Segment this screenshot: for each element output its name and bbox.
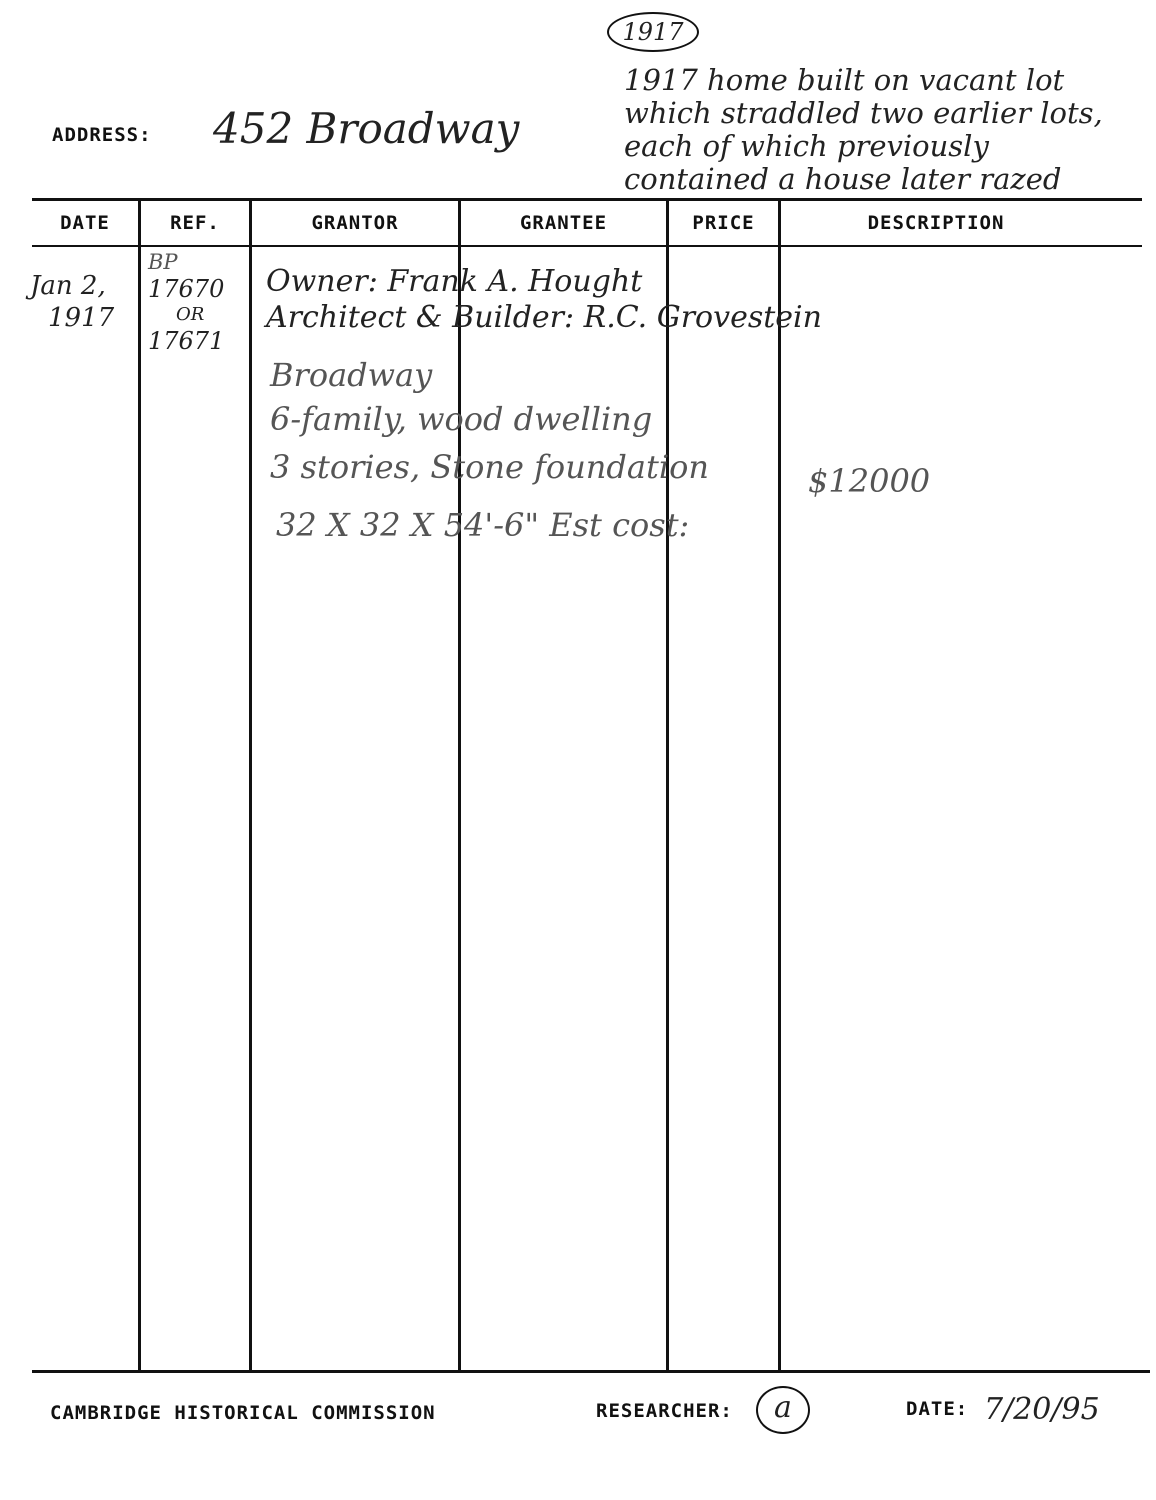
note-line: contained a house later razed [624,162,1062,196]
entry-estimated-cost: $12000 [808,462,931,500]
header-bottom-rule [32,245,1142,247]
column-divider [249,200,252,1372]
column-header-ref: REF. [170,212,220,234]
column-header-date: DATE [60,212,110,234]
entry-ref-line: OR [176,304,205,325]
entry-ref-line: 17670 [148,275,225,303]
column-divider [138,200,141,1372]
history-note [624,64,1134,196]
column-header-description: DESCRIPTION [867,212,1005,234]
note-line: 1917 home built on vacant lot [624,63,1065,97]
entry-date [30,270,134,334]
entry-date-line: Jan 2, [30,271,106,301]
researcher-label: RESEARCHER: [596,1400,733,1422]
address-value: 452 Broadway [213,104,520,153]
note-line: which straddled two earlier lots, [624,96,1103,130]
entry-owner: Owner: Frank A. Hought [266,264,643,299]
entry-date-line: 1917 [48,303,115,333]
researcher-initial: a [756,1386,810,1434]
table-top-rule [32,198,1142,201]
column-header-price: PRICE [692,212,755,234]
date-label: DATE: [906,1398,969,1420]
entry-building-type: 6-family, wood dwelling [270,400,653,438]
column-divider [458,200,461,1372]
entry-street: Broadway [270,356,433,394]
entry-dimensions: 32 X 32 X 54'-6" Est cost: [276,506,690,544]
column-divider [666,200,669,1372]
address-label: ADDRESS: [52,124,152,146]
year-tag: 1917 [607,12,699,52]
column-divider [778,200,781,1372]
entry-stories: 3 stories, Stone foundation [270,448,709,486]
entry-ref-line: BP [148,250,178,274]
table-bottom-rule [32,1370,1150,1373]
date-value: 7/20/95 [984,1392,1100,1427]
column-header-grantee: GRANTEE [519,212,608,234]
note-line: each of which previously [624,129,989,163]
entry-ref-line: 17671 [148,327,225,355]
column-header-grantor: GRANTOR [311,212,399,234]
entry-ref [148,250,248,356]
organization-name: CAMBRIDGE HISTORICAL COMMISSION [50,1402,436,1424]
entry-architect: Architect & Builder: R.C. Grovestein [266,300,822,335]
